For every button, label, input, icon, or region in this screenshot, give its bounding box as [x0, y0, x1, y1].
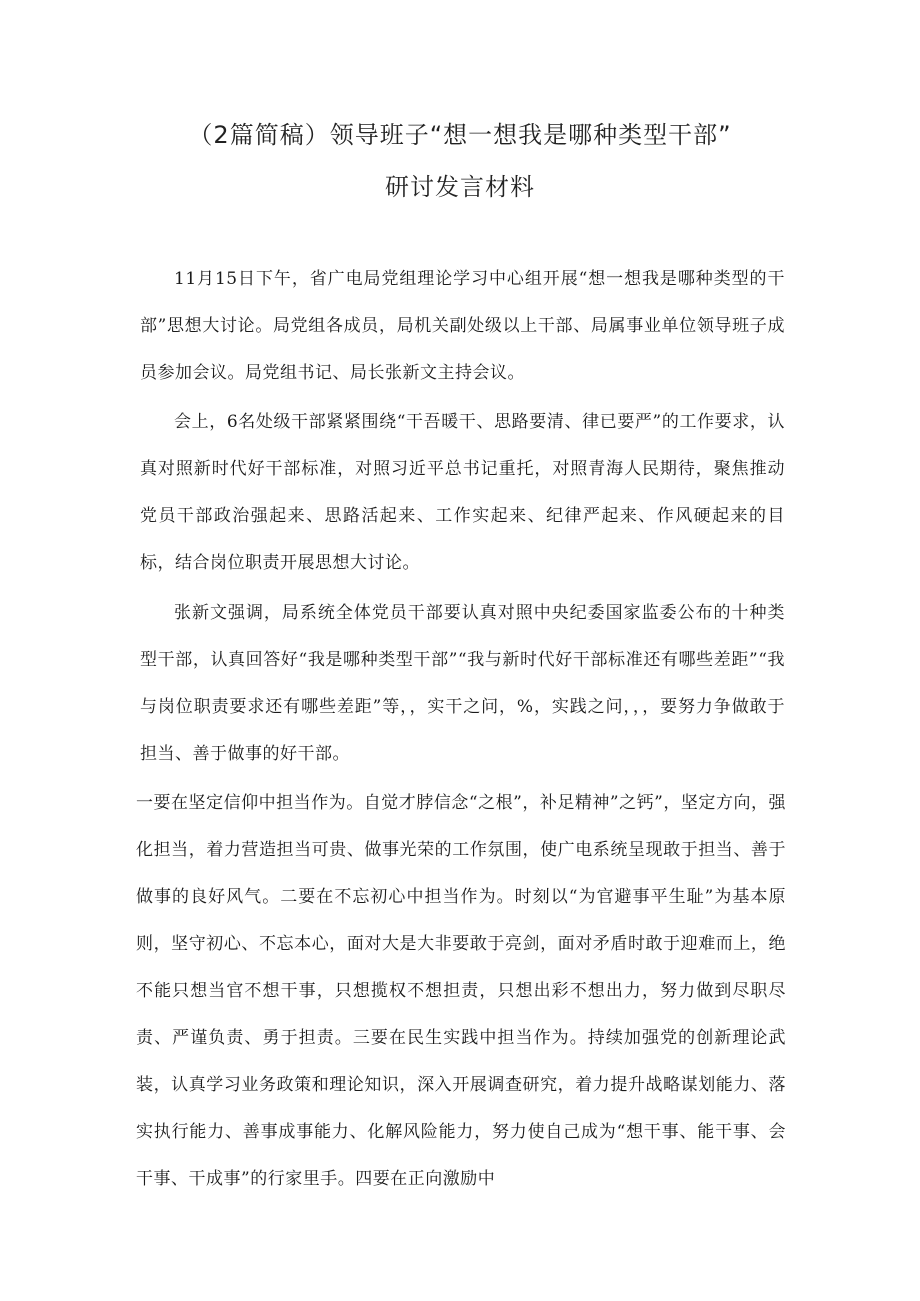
paragraph-requirements: 一要在坚定信仰中担当作为。自觉才脖信念“之根”，补足精神”之钙”，坚定方向，强化担当，着力营造担当可贵、做事光荣的工作氛围，使广电系统呈现敢于担当、善于做事的良好风气。二要在不忘初心中担当作为。时刻以“为官避事平生耻”为基本原则，坚守初心、不忘本心，面对大是大非要敢于亮剑，面对矛盾时敢于迎难而上，绝不能只想当官不想干事，只想揽权不想担责，只想出彩不想出力，努力做到尽职尽责、严谨负责、勇于担责。三要在民生实践中担当作为。持续加强党的创新理论武装，认真学习业务政策和理论知识，深入开展调查研究，着力提升战略谋划能力、落实执行能力、善事成事能力、化解风险能力，努力使自己成为“想干事、能干事、会干事、干成事”的行家里手。四要在正向激励中 [136, 793, 786, 1189]
paragraph-emphasis: 张新文强调，局系统全体党员干部要认真对照中央纪委国家监委公布的十种类型干部，认真回答好“我是哪种类型干部”“我与新时代好干部标准还有哪些差距”“我与岗位职责要求还有哪些差距”等，，实干之问，%，实践之问，，，要努力争做敢于担当、善于做事的好干部。 [140, 603, 785, 764]
paragraph-meeting-discussion: 会上，6名处级干部紧紧围绕“干吾暖干、思路要清、律已要严”的工作要求，认真对照新时代好干部标准，对照习近平总书记重托，对照青海人民期待，聚焦推动党员干部政治强起来、思路活起来、工作实起来、纪律严起来、作风硬起来的目标，结合岗位职责开展思想大讨论。 [140, 412, 785, 573]
document-title-line-1: （2篇简稿）领导班子“想一想我是哪种类型干部” [188, 121, 732, 149]
paragraph-meeting-intro: 11月15日下午，省广电局党组理论学习中心组开展“想一想我是哪种类型的干部”思想大讨论。局党组各成员，局机关副处级以上干部、局属事业单位领导班子成员参加会议。局党组书记、局长张新文主持会议。 [140, 269, 785, 383]
document-title-line-2: 研讨发言材料 [385, 173, 535, 201]
